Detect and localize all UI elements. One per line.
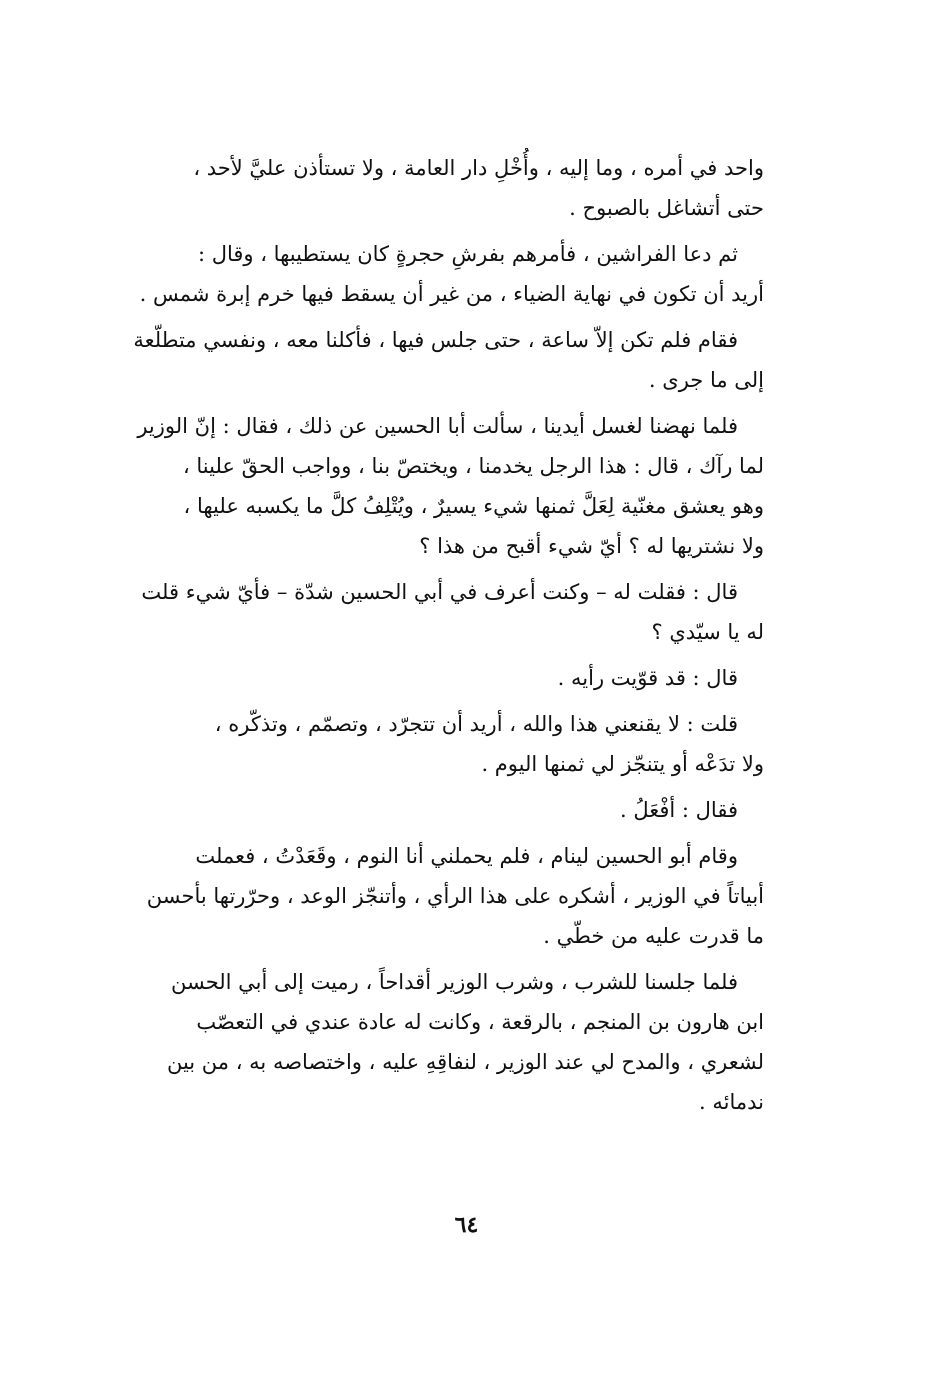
text-line: ندمائه . — [699, 1090, 764, 1114]
text-line: ثم دعا الفراشين ، فأمرهم بفرشِ حجرةٍ كان يستطيبها ، وقال : — [197, 242, 738, 266]
page-body — [80, 148, 764, 1128]
text-line: أبياتاً في الوزير ، أشكره على هذا الرأي ، وأتنجّز الوعد ، وحرّرتها بأحسن — [146, 884, 764, 908]
paragraph — [80, 790, 764, 830]
page-number: ٦٤ — [454, 1212, 479, 1238]
text-line: له يا سيّدي ؟ — [651, 620, 764, 644]
paragraph — [80, 406, 764, 566]
paragraph — [80, 704, 764, 784]
text-line: فقال : أفْعَلُ . — [619, 798, 738, 822]
text-line: وهو يعشق مغنّية لِعَلَّ ثمنها شيء يسيرٌ ، ويُتْلِفُ كلَّ ما يكسبه عليها ، — [183, 494, 764, 518]
text-line: حتى أتشاغل بالصبوح . — [569, 196, 764, 220]
text-line: ما قدرت عليه من خطّي . — [543, 924, 764, 948]
paragraph — [80, 658, 764, 698]
text-line: لما رآك ، قال : هذا الرجل يخدمنا ، ويختصّ بنا ، وواجب الحقّ علينا ، — [182, 454, 764, 478]
text-line: وقام أبو الحسين لينام ، فلم يحملني أنا النوم ، وقَعَدْتُ ، فعملت — [195, 844, 738, 868]
text-line: ابن هارون بن المنجم ، بالرقعة ، وكانت له عادة عندي في التعصّب — [196, 1010, 764, 1034]
text-line: قال : فقلت له – وكنت أعرف في أبي الحسين شدّة – فأيّ شيء قلت — [141, 580, 738, 604]
paragraph — [80, 148, 764, 228]
paragraph — [80, 572, 764, 652]
paragraph — [80, 836, 764, 956]
paragraph — [80, 234, 764, 314]
text-line: ولا تدَعْه أو يتنجّز لي ثمنها اليوم . — [481, 752, 764, 776]
paragraph — [80, 962, 764, 1122]
text-line: قلت : لا يقنعني هذا والله ، أريد أن تتجرّد ، وتصمّم ، وتذكّره ، — [214, 712, 738, 736]
paragraph — [80, 320, 764, 400]
text-line: ولا نشتريها له ؟ أيّ شيء أقبح من هذا ؟ — [419, 534, 764, 558]
text-line: لشعري ، والمدح لي عند الوزير ، لنفاقِهِ عليه ، واختصاصه به ، من بين — [166, 1050, 764, 1074]
text-line: فلما نهضنا لغسل أيدينا ، سألت أبا الحسين عن ذلك ، فقال : إنّ الوزير — [137, 414, 738, 438]
text-line: إلى ما جرى . — [648, 368, 764, 392]
text-line: فلما جلسنا للشرب ، وشرب الوزير أقداحاً ، رميت إلى أبي الحسن — [171, 970, 738, 994]
text-line: أريد أن تكون في نهاية الضياء ، من غير أن يسقط فيها خرم إبرة شمس . — [139, 282, 764, 306]
text-line: واحد في أمره ، وما إليه ، وأُخْلِ دار العامة ، ولا تستأذن عليَّ لأحد ، — [193, 156, 764, 180]
text-line: فقام فلم تكن إلاّ ساعة ، حتى جلس فيها ، فأكلنا معه ، ونفسي متطلّعة — [133, 328, 738, 352]
text-line: قال : قد قوّيت رأيه . — [557, 666, 738, 690]
